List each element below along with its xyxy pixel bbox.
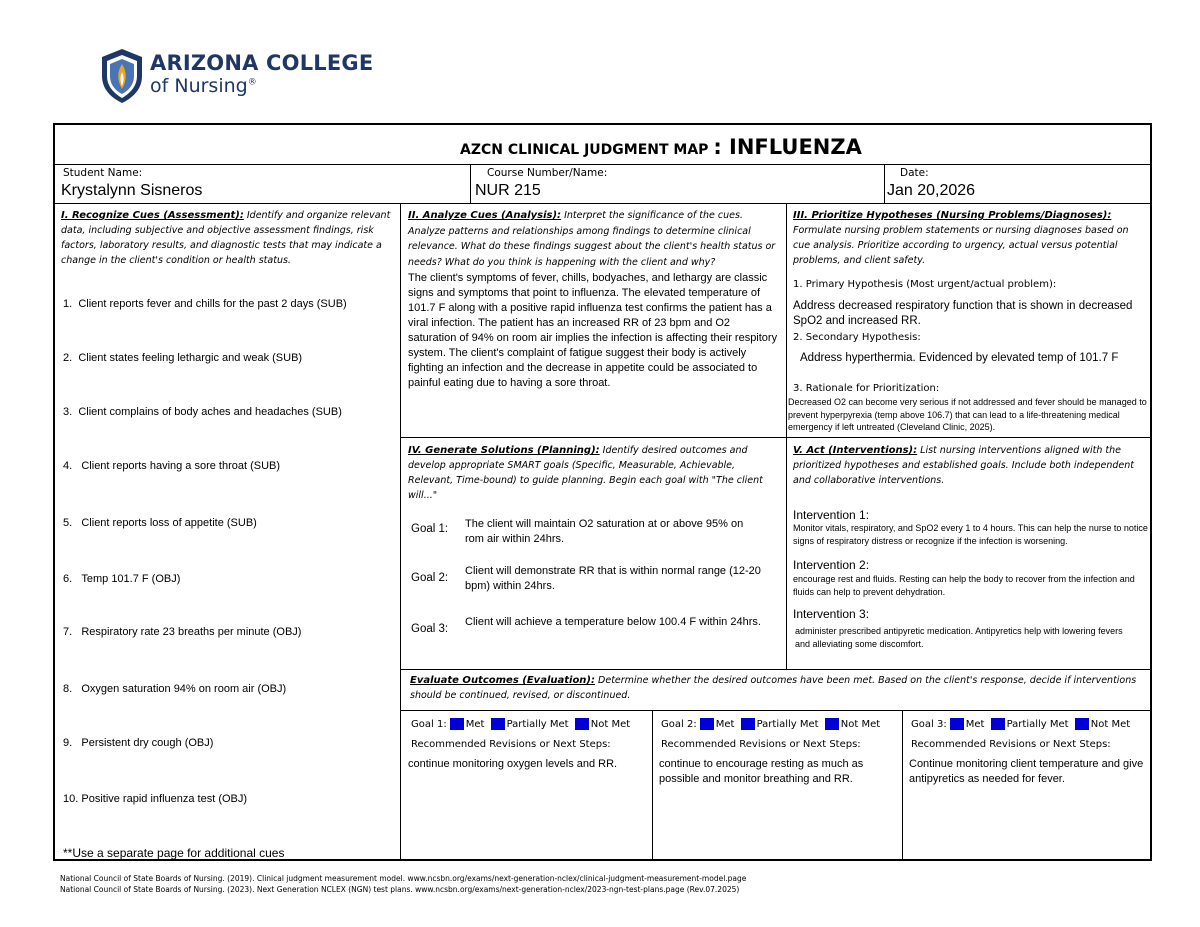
course-label: Course Number/Name:	[487, 167, 608, 179]
partially-met-checkbox[interactable]	[491, 718, 505, 730]
college-logo	[100, 48, 380, 104]
act-title: V. Act (Interventions):	[793, 445, 918, 456]
rationale-text[interactable]: Decreased O2 can become very serious if not addressed and fever should be managed to prevent hyperpyrexia (temp above 106.7) that can lead to a life-threatening medical emergency if left untreated (Cleveland Clinic, 2025).	[788, 397, 1147, 432]
not-met-checkbox[interactable]	[825, 718, 839, 730]
prioritize-header	[793, 208, 1148, 268]
intervention-2-label: Intervention 2:	[793, 558, 870, 572]
recognize-cues-title: I. Recognize Cues (Assessment):	[61, 210, 244, 221]
goal-1-text[interactable]: The client will maintain O2 saturation at or above 95% on rom air within 24hrs.	[465, 518, 744, 545]
met-checkbox[interactable]	[700, 718, 714, 730]
student-name-value[interactable]: Krystalynn Sisneros	[61, 182, 203, 199]
intervention-2-text[interactable]: encourage rest and fluids. Resting can help the body to recover from the infection and fluids can help to prevent dehydration.	[793, 574, 1135, 597]
recognize-cues-header	[61, 208, 396, 268]
goal-2-text[interactable]: Client will demonstrate RR that is within normal range (12-20 bpm) within 24hrs.	[465, 565, 761, 592]
cue-item[interactable]: 4. Client reports having a sore throat (SUB)	[63, 460, 281, 472]
logo-wordmark-line1: ARIZONA COLLEGE	[150, 51, 374, 75]
eval-goal-3-rec-label: Recommended Revisions or Next Steps:	[911, 739, 1111, 750]
cue-item[interactable]: 1. Client reports fever and chills for the past 2 days (SUB)	[63, 298, 347, 310]
act-desc: List nursing interventions aligned with the prioritized hypotheses and established goals. Include both independent and collaborative interventions.	[793, 445, 1134, 486]
cue-item[interactable]: 8. Oxygen saturation 94% on room air (OBJ)	[63, 683, 287, 695]
met-checkbox[interactable]	[450, 718, 464, 730]
cue-item[interactable]: 5. Client reports loss of appetite (SUB)	[63, 517, 257, 529]
eval-goal-2-text[interactable]: continue to encourage resting as much as possible and monitor breathing and RR.	[659, 758, 864, 785]
not-met-checkbox[interactable]	[575, 718, 589, 730]
primary-hypothesis-label: 1. Primary Hypothesis (Most urgent/actual problem):	[793, 279, 1057, 290]
cue-item[interactable]: 7. Respiratory rate 23 breaths per minute (OBJ)	[63, 626, 302, 638]
reference-1: National Council of State Boards of Nursing. (2019). Clinical judgment measurement model. www.ncsbn.org/exams/next-generation-nclex/clinical-judgment-measurement-model.page	[60, 874, 747, 883]
secondary-hypothesis-label: 2. Secondary Hypothesis:	[793, 332, 921, 343]
generate-solutions-header	[408, 443, 780, 503]
partially-met-checkbox[interactable]	[991, 718, 1005, 730]
prioritize-title: III. Prioritize Hypotheses (Nursing Problems/Diagnoses):	[793, 210, 1112, 221]
intervention-3-text[interactable]: administer prescribed antipyretic medication. Antipyretics help with lowering fevers and alleviating some discomfort.	[795, 626, 1123, 649]
rationale-label: 3. Rationale for Prioritization:	[793, 383, 940, 394]
goal-3-text[interactable]: Client will achieve a temperature below 100.4 F within 24hrs.	[465, 616, 761, 628]
prioritize-desc: Formulate nursing problem statements or nursing diagnoses based on cue analysis. Prioritize according to urgency, actual versus potential problems, and client safety.	[793, 225, 1129, 266]
partially-met-checkbox[interactable]	[741, 718, 755, 730]
analysis-text[interactable]: The client's symptoms of fever, chills, bodyaches, and lethargy are classic signs and symptoms that point to influenza. The elevated temperature of 101.7 F along with a positive rapid influenza test confirms the patient has a viral infection. The patient has an increased RR of 23 bpm and O2 saturation of 94% on room air implies the infection is affecting their respitory system. The client's complaint of fatigue suggest their body is actively fighting an infection and the decrease in appetite could be associated to painful eating due to having a sore throat.	[408, 272, 778, 389]
cue-item[interactable]: 3. Client complains of body aches and headaches (SUB)	[63, 406, 342, 418]
intervention-3-label: Intervention 3:	[793, 607, 870, 621]
shield-flame-icon	[100, 48, 144, 104]
intervention-1-text[interactable]: Monitor vitals, respiratory, and SpO2 every 1 to 4 hours. This can help the nurse to notice signs of respiratory distress or recognize if the infection is worsening.	[793, 523, 1148, 546]
eval-goal-3-status: Goal 3: Met Partially Met Not Met	[911, 719, 1131, 730]
cue-item[interactable]: 9. Persistent dry cough (OBJ)	[63, 737, 214, 749]
clinical-judgment-map	[53, 123, 1152, 861]
additional-cues-note: **Use a separate page for additional cues	[63, 846, 285, 860]
intervention-1-label: Intervention 1:	[793, 508, 870, 522]
recognize-cues-desc: Identify and organize relevant data, including subjective and objective assessment findings, risk factors, laboratory results, and diagnostic tests that may indicate a change in the client's condition or health status.	[61, 210, 391, 266]
eval-goal-2-status: Goal 2: Met Partially Met Not Met	[661, 719, 881, 730]
generate-solutions-title: IV. Generate Solutions (Planning):	[408, 445, 600, 456]
analyze-cues-desc: Interpret the significance of the cues. Analyze patterns and relationships among findings to determine clinical relevance. What do these findings suggest about the client's health status or needs? What do you think is happening with the client and why?	[408, 210, 776, 268]
cue-item[interactable]: 6. Temp 101.7 F (OBJ)	[63, 573, 181, 585]
page-title: AZCN CLINICAL JUDGMENT MAP : INFLUENZA	[460, 135, 862, 159]
cue-item[interactable]: 2. Client states feeling lethargic and weak (SUB)	[63, 352, 303, 364]
evaluate-title: Evaluate Outcomes (Evaluation):	[410, 675, 595, 686]
cue-item[interactable]: 10. Positive rapid influenza test (OBJ)	[63, 793, 248, 805]
not-met-checkbox[interactable]	[1075, 718, 1089, 730]
eval-goal-1-text[interactable]: continue monitoring oxygen levels and RR.	[408, 758, 618, 770]
generate-solutions-desc: Identify desired outcomes and develop appropriate SMART goals (Specific, Measurable, Achievable, Relevant, Time-bound) to guide planning. Begin each goal with "The client will..."	[408, 445, 763, 501]
primary-hypothesis-text[interactable]: Address decreased respiratory function that is shown in decreased SpO2 and increased RR.	[793, 300, 1133, 327]
goal-2-label: Goal 2:	[411, 572, 449, 584]
student-name-label: Student Name:	[63, 167, 143, 179]
eval-goal-1-status: Goal 1: Met Partially Met Not Met	[411, 719, 631, 730]
date-label: Date:	[900, 167, 929, 179]
met-checkbox[interactable]	[950, 718, 964, 730]
evaluate-header	[410, 673, 1148, 703]
logo-wordmark-line2: of Nursing®	[150, 75, 257, 97]
secondary-hypothesis-text[interactable]: Address hyperthermia. Evidenced by elevated temp of 101.7 F	[800, 352, 1119, 364]
reference-2: National Council of State Boards of Nursing. (2023). Next Generation NCLEX (NGN) test plans. www.ncsbn.org/exams/next-generation-nclex/2023-ngn-test-plans.page (Rev.07.2025)	[60, 885, 740, 894]
eval-goal-1-rec-label: Recommended Revisions or Next Steps:	[411, 739, 611, 750]
evaluate-desc: Determine whether the desired outcomes have been met. Based on the client's response, decide if interventions should be continued, revised, or discontinued.	[410, 675, 1137, 701]
course-value[interactable]: NUR 215	[475, 182, 541, 199]
eval-goal-3-text[interactable]: Continue monitoring client temperature and give antipyretics as needed for fever.	[909, 758, 1144, 785]
page-topic: : INFLUENZA	[713, 135, 862, 159]
eval-goal-2-rec-label: Recommended Revisions or Next Steps:	[661, 739, 861, 750]
act-header	[793, 443, 1148, 488]
goal-3-label: Goal 3:	[411, 623, 449, 635]
analyze-cues-title: II. Analyze Cues (Analysis):	[408, 210, 562, 221]
date-value[interactable]: Jan 20,2026	[887, 182, 976, 199]
goal-1-label: Goal 1:	[411, 523, 449, 535]
analyze-cues-header	[408, 208, 780, 270]
